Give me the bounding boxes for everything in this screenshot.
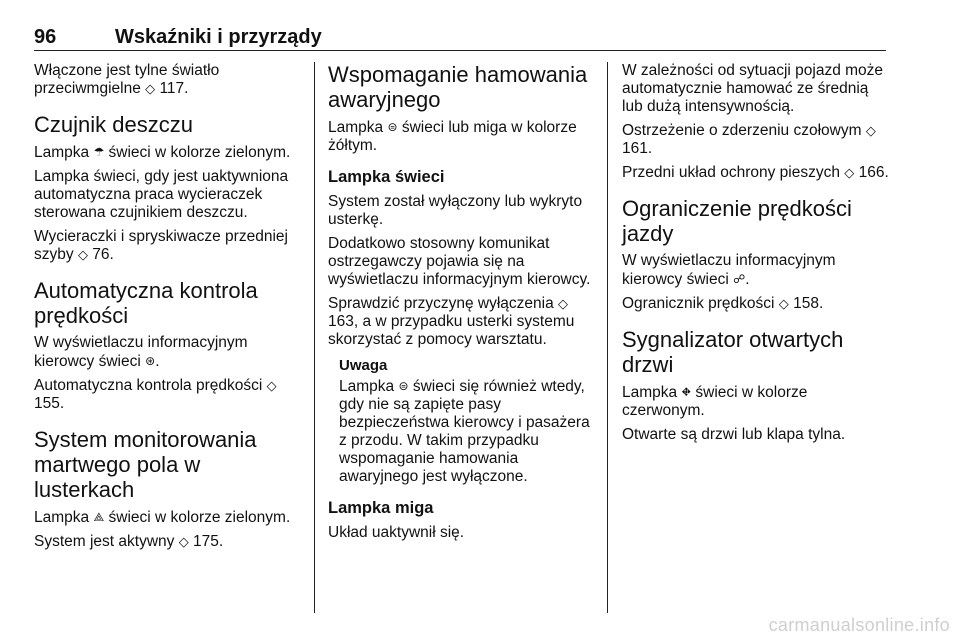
page-ref-link[interactable]: 175. bbox=[193, 533, 224, 550]
paragraph: Przedni układ ochrony pieszych ◇ 166. bbox=[622, 164, 889, 181]
paragraph: System został wyłączony lub wykryto usterkę. bbox=[328, 193, 583, 228]
note-box bbox=[339, 357, 600, 486]
section-heading: Czujnik deszczu bbox=[34, 112, 193, 137]
page-ref-link[interactable]: 163, a w przypadku usterki systemu skorzystać z pomocy warsztatu. bbox=[328, 313, 575, 348]
paragraph: Lampka ⛖ świeci w kolorze czerwonym. bbox=[622, 384, 808, 419]
paragraph: Układ uaktywnił się. bbox=[328, 524, 465, 541]
page-ref-arrow-icon: ◇ bbox=[865, 123, 876, 138]
subsection-heading: Lampka świeci bbox=[328, 168, 445, 186]
page-header bbox=[34, 26, 886, 51]
watermark: carmanualsonline.info bbox=[768, 615, 950, 635]
section-heading: System monitorowania martwego pola w lusterkach bbox=[34, 427, 257, 502]
page-ref-arrow-icon: ◇ bbox=[145, 81, 156, 96]
paragraph: W zależności od sytuacji pojazd może automatycznie hamować ze średnią lub dużą intensywnością. bbox=[622, 62, 884, 115]
paragraph: W wyświetlaczu informacyjnym kierowcy świeci ☍. bbox=[622, 252, 836, 288]
page-ref-arrow-icon: ◇ bbox=[77, 247, 88, 262]
page-ref-arrow-icon: ◇ bbox=[266, 378, 277, 393]
page-ref-arrow-icon: ◇ bbox=[844, 165, 855, 180]
paragraph: Lampka świeci, gdy jest uaktywniona automatyczna praca wycieraczek sterowana czujnikiem deszczu. bbox=[34, 168, 289, 221]
paragraph: W wyświetlaczu informacyjnym kierowcy świeci ⊛. bbox=[34, 334, 248, 370]
paragraph: Lampka ⊜ świeci się również wtedy, gdy nie są zapięte pasy bezpieczeństwa kierowcy i pasażera z przodu. W takim przypadku wspomaganie hamowania awaryjnego jest wyłączone. bbox=[339, 378, 590, 485]
paragraph: Sprawdzić przyczynę wyłączenia ◇ 163, a w przypadku usterki systemu skorzystać z pomocy warsztatu. bbox=[328, 295, 575, 348]
column-right bbox=[622, 62, 890, 450]
section-heading: Ograniczenie prędkości jazdy bbox=[622, 196, 852, 246]
paragraph: System jest aktywny ◇ 175. bbox=[34, 533, 224, 550]
column-divider bbox=[607, 62, 608, 613]
brake-assist-icon: ⊜ bbox=[387, 120, 398, 134]
paragraph: Lampka ☂ świeci w kolorze zielonym. bbox=[34, 144, 291, 161]
page-ref-link[interactable]: 117. bbox=[159, 80, 189, 97]
cruise-control-icon: ⊛ bbox=[145, 354, 156, 368]
page-ref-link[interactable]: 76. bbox=[92, 246, 114, 263]
page-ref-arrow-icon: ◇ bbox=[778, 296, 789, 311]
column-left bbox=[34, 62, 304, 557]
rain-sensor-icon: ☂ bbox=[93, 145, 105, 159]
paragraph: Lampka ⟁ świeci w kolorze zielonym. bbox=[34, 509, 291, 526]
paragraph: Ogranicznik prędkości ◇ 158. bbox=[622, 295, 824, 312]
column-middle bbox=[328, 62, 600, 548]
subsection-heading: Lampka miga bbox=[328, 499, 434, 517]
section-heading: Automatyczna kontrola prędkości bbox=[34, 278, 258, 328]
paragraph: Dodatkowo stosowny komunikat ostrzegawczy pojawia się na wyświetlaczu informacyjnym kierowcy. bbox=[328, 235, 591, 288]
page-ref-link[interactable]: 155. bbox=[34, 395, 65, 412]
chapter-title: Wskaźniki i przyrządy bbox=[115, 26, 322, 48]
paragraph: Wycieraczki i spryskiwacze przedniej szyby ◇ 76. bbox=[34, 228, 288, 263]
page-ref-link[interactable]: 158. bbox=[793, 295, 824, 312]
page-ref-link[interactable]: 161. bbox=[622, 140, 653, 157]
note-title: Uwaga bbox=[339, 357, 388, 374]
door-open-icon: ⛖ bbox=[681, 385, 692, 399]
paragraph: Ostrzeżenie o zderzeniu czołowym ◇ 161. bbox=[622, 122, 876, 157]
page-number: 96 bbox=[34, 26, 57, 48]
section-heading: Wspomaganie hamowania awaryjnego bbox=[328, 62, 588, 112]
page-ref-link[interactable]: 166. bbox=[858, 164, 889, 181]
paragraph: Automatyczna kontrola prędkości ◇ 155. bbox=[34, 377, 277, 412]
paragraph: Otwarte są drzwi lub klapa tylna. bbox=[622, 426, 846, 443]
page-ref-arrow-icon: ◇ bbox=[558, 296, 569, 311]
speed-limiter-icon: ☍ bbox=[733, 272, 746, 286]
brake-assist-icon: ⊜ bbox=[398, 379, 409, 393]
section-heading: Sygnalizator otwartych drzwi bbox=[622, 327, 844, 377]
column-divider bbox=[314, 62, 315, 613]
side-mirror-icon: ⟁ bbox=[93, 510, 105, 524]
paragraph: Lampka ⊜ świeci lub miga w kolorze żółtym. bbox=[328, 119, 577, 154]
paragraph: Włączone jest tylne światło przeciwmgielne ◇ 117. bbox=[34, 62, 220, 97]
page-ref-arrow-icon: ◇ bbox=[178, 534, 189, 549]
